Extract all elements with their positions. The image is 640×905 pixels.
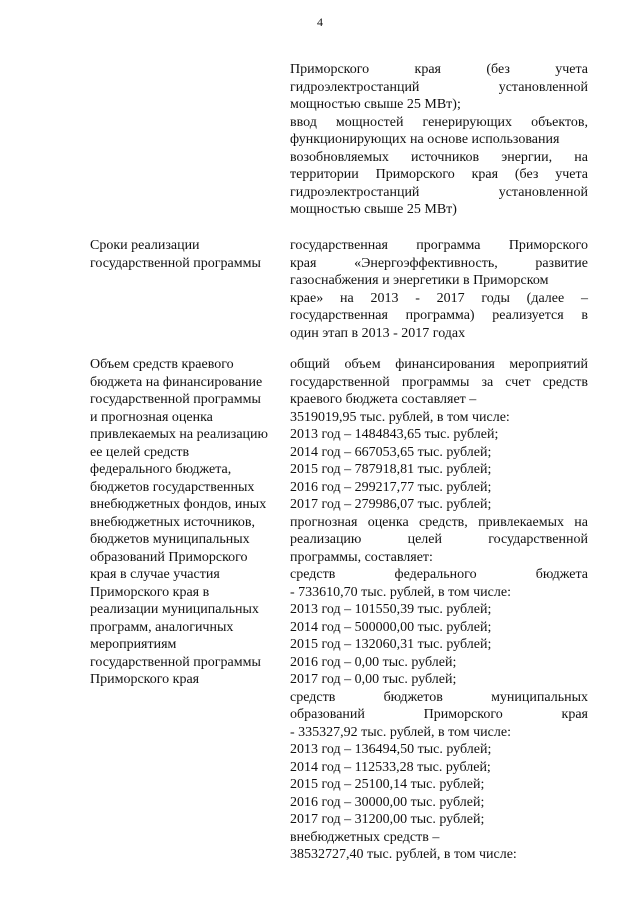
- word: (далее: [526, 290, 565, 306]
- timeline-value-line: [290, 237, 588, 255]
- timeline-label-line: государственной программы: [90, 255, 261, 271]
- funding-value-line: 2015 год – 787918,81 тыс. рублей;: [290, 462, 492, 477]
- funding-value-line: [290, 706, 588, 724]
- continuation-line: [290, 166, 588, 184]
- word: мероприятий: [509, 357, 588, 372]
- funding-label-line: Приморского края в: [90, 584, 210, 600]
- word: средств: [290, 689, 336, 705]
- word: учета: [555, 62, 588, 77]
- word: образований: [290, 707, 365, 722]
- continuation-line: [290, 61, 588, 79]
- word: счет: [505, 374, 531, 390]
- word: «Энергоэффективность,: [354, 255, 498, 271]
- word: привлекаемых: [478, 514, 564, 530]
- funding-value-line: [290, 531, 588, 549]
- word: Приморского: [508, 238, 588, 253]
- funding-label-line: образований Приморского: [90, 549, 248, 565]
- word: развитие: [535, 255, 588, 271]
- word: финансирования: [395, 357, 495, 372]
- word: (без: [486, 62, 510, 77]
- word: генерирующих: [422, 114, 513, 130]
- funding-label: [90, 356, 282, 689]
- funding-label-line: бюджета на финансирование: [90, 374, 263, 390]
- word: бюджетов: [383, 689, 443, 705]
- word: возобновляемых: [290, 149, 389, 165]
- funding-label-line: привлекаемых на реализацию: [90, 427, 268, 442]
- word: крае»: [290, 290, 324, 306]
- word: Приморского: [290, 62, 370, 77]
- word: энергии,: [501, 149, 553, 165]
- funding-label-line: реализации муниципальных: [90, 602, 259, 617]
- word: годы: [481, 290, 510, 306]
- continuation-line: мощностью свыше 25 МВт);: [290, 97, 461, 112]
- word: средств: [542, 374, 588, 390]
- word: государственной: [488, 532, 588, 547]
- funding-label-line: государственной программы: [90, 654, 261, 670]
- timeline-label-line: Сроки реализации: [90, 238, 200, 253]
- funding-value-line: - 335327,92 тыс. рублей, в том числе:: [290, 724, 511, 740]
- timeline-value-line: [290, 255, 588, 273]
- funding-value-line: 2017 год – 279986,07 тыс. рублей;: [290, 497, 492, 512]
- timeline-label: [90, 237, 282, 272]
- word: ввод: [290, 114, 317, 130]
- funding-value-line: 2016 год – 0,00 тыс. рублей;: [290, 654, 457, 670]
- word: программы: [401, 374, 470, 390]
- word: края: [414, 62, 441, 77]
- funding-value-line: краевого бюджета составляет –: [290, 392, 477, 407]
- funding-value-line: 2015 год – 25100,14 тыс. рублей;: [290, 777, 485, 792]
- funding-label-line: Объем средств краевого: [90, 357, 234, 372]
- word: объектов,: [531, 114, 588, 130]
- word: Приморского: [423, 707, 503, 722]
- word: установленной: [498, 184, 588, 200]
- word: в: [581, 308, 588, 323]
- funding-value-line: 2014 год – 500000,00 тыс. рублей;: [290, 619, 492, 635]
- funding-value-line: [290, 689, 588, 707]
- funding-value-line: 2014 год – 667053,65 тыс. рублей;: [290, 444, 492, 460]
- word: государственная: [290, 308, 388, 323]
- word: установленной: [498, 79, 588, 95]
- funding-value-line: [290, 566, 588, 584]
- funding-label-line: и прогнозная оценка: [90, 409, 213, 425]
- word: программа): [405, 308, 475, 323]
- word: за: [481, 374, 494, 390]
- timeline-value-line: [290, 307, 588, 325]
- continuation-line: [290, 149, 588, 167]
- funding-value-line: 38532727,40 тыс. рублей, в том числе:: [290, 847, 517, 862]
- funding-value-line: 2013 год – 1484843,65 тыс. рублей;: [290, 427, 499, 442]
- word: Приморского: [375, 167, 455, 182]
- word: средств,: [418, 514, 468, 530]
- word: средств: [290, 567, 336, 582]
- funding-value-line: [290, 514, 588, 532]
- word: на: [339, 290, 354, 306]
- funding-value: [290, 356, 588, 864]
- funding-value-line: [290, 356, 588, 374]
- funding-label-line: программ, аналогичных: [90, 619, 234, 635]
- word: целей: [407, 532, 442, 547]
- funding-label-line: ее целей средств: [90, 444, 190, 460]
- funding-value-line: программы, составляет:: [290, 549, 433, 565]
- continuation-line: [290, 79, 588, 97]
- word: на: [574, 149, 588, 165]
- word: учета: [555, 167, 588, 182]
- word: 2013: [370, 290, 399, 306]
- page-number: 4: [317, 15, 323, 29]
- word: реализацию: [290, 532, 362, 547]
- word: общий: [290, 357, 330, 372]
- word: территории: [290, 167, 359, 182]
- word: -: [415, 290, 420, 306]
- funding-label-line: бюджетов муниципальных: [90, 532, 250, 547]
- funding-value-line: - 733610,70 тыс. рублей, в том числе:: [290, 584, 511, 600]
- word: бюджета: [535, 567, 588, 582]
- word: муниципальных: [491, 689, 588, 705]
- word: государственной: [290, 374, 390, 390]
- timeline-value: [290, 237, 588, 342]
- funding-value-line: 2016 год – 299217,77 тыс. рублей;: [290, 479, 492, 495]
- word: –: [580, 290, 588, 306]
- funding-label-line: внебюджетных источников,: [90, 514, 256, 530]
- continuation-line: [290, 114, 588, 132]
- word: на: [574, 514, 588, 530]
- funding-value-line: внебюджетных средств –: [290, 829, 440, 845]
- word: федерального: [394, 567, 477, 582]
- timeline-value-line: один этап в 2013 - 2017 годах: [290, 325, 466, 341]
- funding-value-line: 2015 год – 132060,31 тыс. рублей;: [290, 637, 492, 652]
- word: реализуется: [492, 308, 564, 323]
- word: источников: [411, 149, 480, 165]
- funding-value-line: 2013 год – 136494,50 тыс. рублей;: [290, 742, 492, 757]
- funding-value-line: 2014 год – 112533,28 тыс. рублей;: [290, 759, 491, 775]
- word: объем: [344, 357, 381, 372]
- funding-value-line: 2017 год – 31200,00 тыс. рублей;: [290, 812, 485, 827]
- funding-label-line: Приморского края: [90, 672, 200, 687]
- funding-value-line: 3519019,95 тыс. рублей, в том числе:: [290, 409, 510, 425]
- funding-label-line: мероприятиям: [90, 637, 177, 652]
- word: программа: [416, 238, 481, 253]
- word: 2017: [436, 290, 465, 306]
- funding-value-line: [290, 374, 588, 392]
- timeline-value-line: газоснабжения и энергетики в Приморском: [290, 273, 549, 288]
- timeline-value-line: [290, 290, 588, 308]
- funding-label-line: бюджетов государственных: [90, 479, 255, 495]
- word: края: [290, 255, 317, 271]
- word: прогнозная: [290, 514, 358, 530]
- word: (без: [514, 167, 539, 182]
- funding-label-line: внебюджетных фондов, иных: [90, 497, 267, 512]
- funding-label-line: государственной программы: [90, 392, 261, 407]
- funding-value-line: 2013 год – 101550,39 тыс. рублей;: [290, 602, 492, 617]
- word: края: [471, 167, 499, 182]
- continuation-line: [290, 184, 588, 202]
- continuation-text: [290, 61, 588, 219]
- word: оценка: [367, 514, 409, 530]
- word: края: [561, 707, 588, 722]
- funding-label-line: края в случае участия: [90, 567, 220, 582]
- continuation-line: мощностью свыше 25 МВт): [290, 202, 457, 217]
- funding-label-line: федерального бюджета,: [90, 462, 232, 477]
- word: гидроэлектростанций: [290, 79, 420, 95]
- continuation-line: функционирующих на основе использования: [290, 132, 560, 147]
- funding-value-line: 2017 год – 0,00 тыс. рублей;: [290, 672, 457, 687]
- funding-value-line: 2016 год – 30000,00 тыс. рублей;: [290, 794, 485, 810]
- word: гидроэлектростанций: [290, 184, 420, 200]
- word: государственная: [290, 238, 388, 253]
- word: мощностей: [335, 114, 404, 130]
